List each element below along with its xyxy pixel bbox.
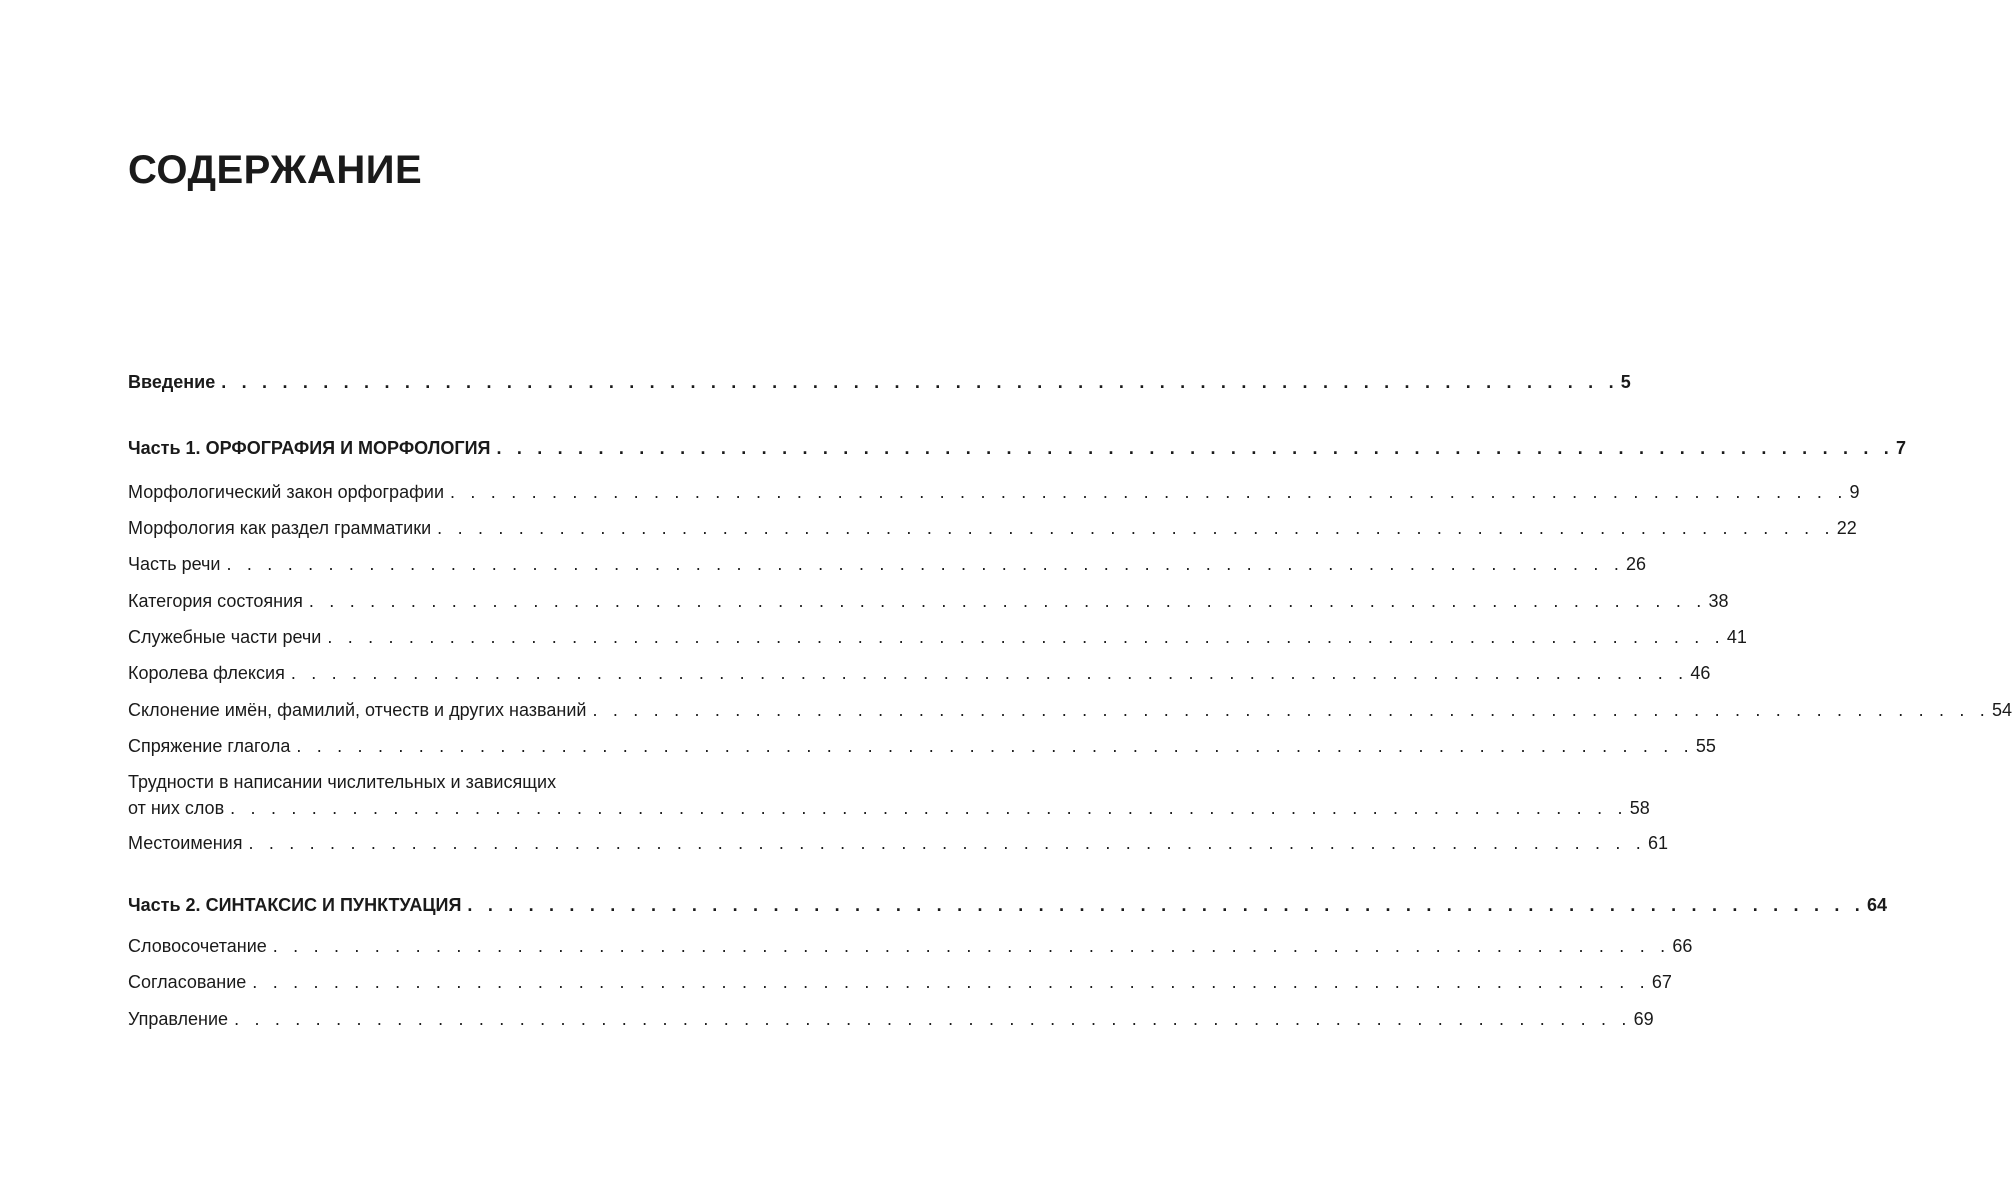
toc-part-2[interactable] xyxy=(128,893,1887,917)
toc-entry-page: 26 xyxy=(1626,554,1647,574)
toc-part-page: 7 xyxy=(1896,438,1907,458)
dot-leader: . . . . . . . . . . . . . . . . . . . . . . . . . . . . . . . . . . . . . . . . . . . . . . . . . . . . . . . . . . . . . . . . . . . . . xyxy=(221,372,1619,392)
toc-entry-page: 5 xyxy=(1620,372,1631,392)
toc-entry[interactable] xyxy=(128,734,1716,758)
toc-entry-page: 22 xyxy=(1836,518,1857,538)
toc-entry-page: 38 xyxy=(1708,591,1729,611)
toc-entry-page: 54 xyxy=(1992,700,2012,720)
toc-entry[interactable] xyxy=(128,1007,1654,1031)
dot-leader: . . . . . . . . . . . . . . . . . . . . . . . . . . . . . . . . . . . . . . . . . . . . . . . . . . . . . . . . . . . . . . . . . . . . . xyxy=(450,482,1848,502)
toc-entry[interactable] xyxy=(128,516,1857,540)
toc-entry-label: Согласование xyxy=(128,972,247,992)
dot-leader: . . . . . . . . . . . . . . . . . . . . . . . . . . . . . . . . . . . . . . . . . . . . . . . . . . . . . . . . . . . . . . . . . . . . . xyxy=(296,736,1694,756)
toc-part-label: Часть 2. СИНТАКСИС И ПУНКТУАЦИЯ xyxy=(128,895,462,915)
toc-entry-label: Часть речи xyxy=(128,554,221,574)
toc-entry-page: 61 xyxy=(1648,833,1669,853)
toc-entry-first-line xyxy=(128,770,698,794)
toc-entry-page: 55 xyxy=(1695,736,1716,756)
dot-leader: . . . . . . . . . . . . . . . . . . . . . . . . . . . . . . . . . . . . . . . . . . . . . . . . . . . . . . . . . . . . . . . . . . . . . xyxy=(437,518,1835,538)
toc-entry[interactable] xyxy=(128,625,1747,649)
toc-entry-page: 69 xyxy=(1633,1009,1654,1029)
dot-leader: . . . . . . . . . . . . . . . . . . . . . . . . . . . . . . . . . . . . . . . . . . . . . . . . . . . . . . . . . . . . . . . . . . . . . xyxy=(230,798,1628,818)
dot-leader: . . . . . . . . . . . . . . . . . . . . . . . . . . . . . . . . . . . . . . . . . . . . . . . . . . . . . . . . . . . . . . . . . . . . . xyxy=(496,438,1894,458)
toc-entry-label: Трудности в написании числительных и зависящих xyxy=(128,772,557,792)
toc-entry-label: Введение xyxy=(128,372,216,392)
toc-entry[interactable] xyxy=(128,831,1669,855)
dot-leader: . . . . . . . . . . . . . . . . . . . . . . . . . . . . . . . . . . . . . . . . . . . . . . . . . . . . . . . . . . . . . . . . . . . . . xyxy=(252,972,1650,992)
toc-entry-label: Спряжение глагола xyxy=(128,736,291,756)
dot-leader: . . . . . . . . . . . . . . . . . . . . . . . . . . . . . . . . . . . . . . . . . . . . . . . . . . . . . . . . . . . . . . . . . . . . . xyxy=(226,554,1625,574)
toc-entry[interactable] xyxy=(128,552,1647,576)
toc-entry-page: 9 xyxy=(1849,482,1860,502)
toc-entry[interactable] xyxy=(128,589,1729,613)
toc-entry[interactable] xyxy=(128,970,1672,994)
toc-entry-label: Морфологический закон орфографии xyxy=(128,482,444,502)
toc-entry-page: 67 xyxy=(1651,972,1672,992)
toc-entry-page: 66 xyxy=(1672,936,1693,956)
toc-part-1[interactable] xyxy=(128,436,1907,460)
dot-leader: . . . . . . . . . . . . . . . . . . . . . . . . . . . . . . . . . . . . . . . . . . . . . . . . . . . . . . . . . . . . . . . . . . . . . xyxy=(272,936,1671,956)
toc-entry-page: 58 xyxy=(1629,798,1650,818)
toc-entry-page: 41 xyxy=(1726,627,1747,647)
dot-leader: . . . . . . . . . . . . . . . . . . . . . . . . . . . . . . . . . . . . . . . . . . . . . . . . . . . . . . . . . . . . . . . . . . . . . xyxy=(248,833,1646,853)
dot-leader: . . . . . . . . . . . . . . . . . . . . . . . . . . . . . . . . . . . . . . . . . . . . . . . . . . . . . . . . . . . . . . . . . . . . . xyxy=(234,1009,1632,1029)
toc-entry-label: Словосочетание xyxy=(128,936,267,956)
toc-entry-label: Служебные части речи xyxy=(128,627,322,647)
toc-entry[interactable] xyxy=(128,661,1711,685)
toc-entry-second-line xyxy=(128,796,1650,820)
toc-entry-label: Королева флексия xyxy=(128,663,285,683)
toc-entry-label: Управление xyxy=(128,1009,229,1029)
dot-leader: . . . . . . . . . . . . . . . . . . . . . . . . . . . . . . . . . . . . . . . . . . . . . . . . . . . . . . . . . . . . . . . . . . . . . xyxy=(290,663,1689,683)
toc-entry-label: Морфология как раздел грамматики xyxy=(128,518,432,538)
toc-part-page: 64 xyxy=(1866,895,1887,915)
dot-leader: . . . . . . . . . . . . . . . . . . . . . . . . . . . . . . . . . . . . . . . . . . . . . . . . . . . . . . . . . . . . . . . . . . . . . xyxy=(592,700,1991,720)
toc-entry-label: Категория состояния xyxy=(128,591,303,611)
toc-entry[interactable] xyxy=(128,934,1693,958)
toc-entry-label: Склонение имён, фамилий, отчеств и других названий xyxy=(128,700,587,720)
toc-entry-introduction[interactable] xyxy=(128,370,1631,394)
dot-leader: . . . . . . . . . . . . . . . . . . . . . . . . . . . . . . . . . . . . . . . . . . . . . . . . . . . . . . . . . . . . . . . . . . . . . xyxy=(308,591,1707,611)
toc-entry[interactable] xyxy=(128,770,1650,820)
dot-leader: . . . . . . . . . . . . . . . . . . . . . . . . . . . . . . . . . . . . . . . . . . . . . . . . . . . . . . . . . . . . . . . . . . . . . xyxy=(327,627,1725,647)
page-title: СОДЕРЖАНИЕ xyxy=(128,148,423,192)
toc-entry[interactable] xyxy=(128,698,2012,722)
toc-entry-label: Местоимения xyxy=(128,833,243,853)
toc-part-label: Часть 1. ОРФОГРАФИЯ И МОРФОЛОГИЯ xyxy=(128,438,491,458)
dot-leader: . . . . . . . . . . . . . . . . . . . . . . . . . . . . . . . . . . . . . . . . . . . . . . . . . . . . . . . . . . . . . . . . . . . . . xyxy=(467,895,1865,915)
toc-entry-label-continued: от них слов xyxy=(128,798,225,818)
toc-entry-page: 46 xyxy=(1690,663,1711,683)
toc-entry[interactable] xyxy=(128,480,1860,504)
